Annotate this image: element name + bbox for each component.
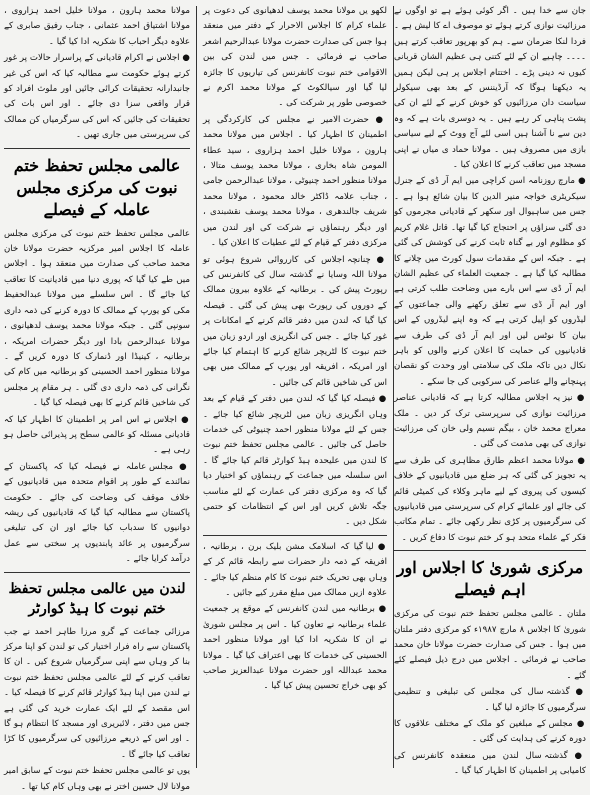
bullet-icon: ● (576, 719, 587, 730)
article-text: ● نیز یہ اجلاس مطالبہ کرتا ہے کہ قادیانی عناصر مرزائیت نوازی کی سرپرستی ترک کر دیں ۔ ملک معراج محمد خان ، بیگم نسیم ولی خان کی مرزائیت نوازی کی بھی مذمت کی گئی ۔ (394, 393, 587, 450)
article-text: ● اجلاس نے اکرام قادیانی کے پراسرار حالات پر غور کرتے ہوئے حکومت سے مطالبہ کیا کہ اس کی غیر جانبدارانہ تحقیقات کرائی جائیں اور ملوث افراد کو قرار واقعی سزا دی جائے ۔ اور اس بات کی تحقیقات کی جائیں کہ اس کی سرگرمیاں کن ممالک کی سرپرستی میں جاری تھیں ۔ (4, 53, 190, 141)
section-headline: مرکزی شوریٰ کا اجلاس اور اہم فیصلے (396, 558, 584, 600)
article-text: ● لیا گیا کہ اسلامک مشن بلیک برن ، برطانیہ ، افریقہ کے ذمہ دار حضرات سے رابطہ قائم کر کے وہاں بھی تحریک ختم نبوت کا کام منظم کیا جائے ۔ علاوہ ازیں ممالک میں مبلغ مقرر کیے جائیں ۔ (203, 541, 388, 599)
article-text: ● حضرت الامیر نے مجلس کی کارکردگی پر اطمینان کا اظہار کیا ۔ اجلاس میں مولانا محمد ہارون ، مولانا خلیل احمد ہزاروی ، سید عطاء المومن شاہ بخاری ، مولانا محمد یوسف متالا ، مولانا منظور احمد چنیوٹی ، مولانا عبدالرحمن جامی ، جناب علامہ ڈاکٹر خالد محمود ، مولانا محمد شریف جالندھری ، مولانا محمد یوسف نقشبندی ، اور دیگر رہنماؤں نے شرکت کی اور لندن میں مرکزی دفتر کے قیام کے لئے عطیات کا اعلان کیا ۔ (203, 114, 387, 249)
column-left (4, 4, 190, 792)
bullet-icon: ● (578, 176, 587, 187)
section-headline: لندن میں عالمی مجلس تحفظ ختم نبوت کا ہیڈ کوارٹر (8, 580, 186, 617)
article-text: ● اجلاس نے اس امر پر اطمینان کا اظہار کیا کہ قادیانی مسئلہ کو عالمی سطح پر پذیرائی حاصل ہو رہی ہے ۔ (4, 414, 190, 456)
bullet-icon: ● (574, 750, 587, 761)
article-text: ملتان ۔ عالمی مجلس تحفظ ختم نبوت کی مرکزی شوریٰ کا اجلاس ۸ مارچ ۱۹۸۷ء کو مرکزی دفتر ملتان میں ہوا ۔ جس کی صدارت حضرت مولانا خان محمد صاحب نے فرمائی ۔ اجلاس میں درج ذیل فیصلے کئے گئے ۔ (394, 609, 586, 681)
divider (4, 572, 190, 573)
article-text: یوں تو عالمی مجلس تحفظ ختم نبوت کے سابق امیر مولانا لال حسین اختر نے بھی وہاں کام کیا تھا ۔ (4, 766, 190, 792)
divider (4, 148, 190, 149)
list-item: ● مجلس کے مبلغین کو ملک کے مختلف علاقوں کا دورہ کرنے کی ہدایت کی گئی ۔ (394, 719, 587, 745)
bullet-icon: ● (577, 455, 586, 466)
article-text: عالمی مجلس تحفظ ختم نبوت کی مرکزی مجلس عاملہ کا اجلاس امیر مرکزیہ حضرت مولانا خان محمد صاحب کی صدارت میں منعقد ہوا ۔ اجلاس میں طے کیا گیا کہ پوری دنیا میں قادیانیت کا تعاقب کیا جائے گا ۔ اس سلسلے میں مولانا عبدالحفیظ مکی کو یورپ کے ممالک کا دورہ کرنے کی ذمہ داری سونپی گئی ۔ جبکہ مولانا محمد یوسف لدھیانوی ، مولانا عبدالرحمن بادا اور دیگر حضرات امریکہ ، برطانیہ ، کینیڈا اور ڈنمارک کا دورہ کریں گے ۔ مولانا منظور احمد الحسینی کو برطانیہ میں کام کی نگرانی کی ذمہ داری دی گئی ۔ ہر مقام پر مجلس کی شاخیں قائم کرنے کا بھی فیصلہ کیا گیا ۔ (4, 228, 190, 409)
divider (394, 550, 586, 551)
bullet-icon: ● (375, 114, 387, 125)
article-text: لکھو یں مولانا محمد یوسف لدھیانوی کی دعوت پر علماء کرام کا اجلاس الاحرار کے دفتر میں منعقد ہوا جس کی صدارت حضرت مولانا عبدالرحیم اشعر صاحب نے فرمائی ۔ جس میں لندن کی بین الاقوامی ختم نبوت کانفرنس کی تیاریوں کا جائزہ لیا گیا اور سیالکوٹ کے مولانا محمد اکرم نے خصوصی طور پر شرکت کی ۔ (203, 6, 387, 109)
list-item: ● گذشتہ سال کی مجلس کی تبلیغی و تنظیمی سرگرمیوں کا جائزہ لیا گیا ۔ (394, 687, 587, 713)
bullet-icon: ● (376, 254, 387, 265)
article-text: جان سے خدا ہیں ۔ اگر کوئی ہوئے ہے تو اوگوں نے مرزائیت نوازی کرتے ہوئے تو موصوف اے کا لیش ہے ۔ فردا لنکا ضرمان سے۔ ہم کو بھرپور تعاقب کرتے ہیں ۔۔۔۔ چاہیے ان کے لئے کتنی ہی عظیم الشان قربانی کیوں نہ دینی پڑے ۔ اختتام اجلاس پر ہی لیکن ہمیں یہ دیکھنا ہوگا کہ آرڈیننس کے بعد بھی سیکولر سیاست دان مرزائیوں کو خوش کرنے کے لئے ان کی پشت پناہی کر رہے ہیں ۔ یہ دوسری بات ہے کہ وہ دین سے نا آشنا ہیں اسی لئے آج ووٹ کے لیے سیاسی بازی میں مصروف ہیں ۔ مولانا حماد ی میاں نے اپنی مسجد میں تعاقب کرنے کا اعلان کیا ۔ (394, 6, 586, 171)
bullet-icon: ● (182, 53, 190, 64)
column-rule (393, 6, 394, 768)
list-item: ● گذشتہ سال لندن میں منعقدہ کانفرنس کی کامیابی پر اطمینان کا اظہار کیا گیا ۔ (394, 750, 587, 777)
article-text: ● فیصلہ کیا گیا کہ لندن میں دفتر کے قیام کے بعد وہاں انگریزی زبان میں لٹریچر شائع کیا جائے ۔ جس کے لئے مولانا منظور احمد چنیوٹی کی خدمات حاصل کی جائیں ۔ عالمی مجلس تحفظ ختم نبوت کا لندن میں علیحدہ ہیڈ کوارٹر قائم کیا جائے گا ۔ اس سلسلہ میں جماعت کے رہنماؤں کو اختیار دیا گیا کہ وہ مرکزی دفتر کی عمارت کے لئے مناسب جگہ تلاش کریں اور اس کے انتظامات کو حتمی شکل دیں ۔ (203, 394, 387, 528)
section-headline: عالمی مجلس تحفظ ختم نبوت کی مرکزی مجلس عاملہ کے فیصلے (13, 155, 181, 219)
bullet-icon: ● (179, 461, 190, 472)
article-text: ● مارچ روزنامہ اسن کراچی میں ایم آر ڈی کے جنرل سیکریٹری خواجہ منیر الدین کا بیان شائع ہوا ہے ۔ جس میں ساہیوال اور سکھر کے قادیانی مجرموں کو دی گئی سزاؤں پر احتجاج کیا گیا تھا۔ قاتل غلام کریم کو مظلوم اور بے گناہ ثابت کرنے کی کوشش کی گئی ہے ۔ جبکہ اس کے مقدمات سول کورٹ میں چلانے کا مطالبہ کیا گیا ہے ۔ جمعیت العلماء کی عظیم الشان ایم آر ڈی سے اس بارے میں وضاحت طلب کرتی ہے اور ایم آر ڈی سے تعلق رکھنے والی جماعتوں کے لیڈروں کو اپیل کرتی ہے کہ وہ اپنے لیڈروں کے اس بیان کا نوٹس لیں اور ایم آر ڈی کی طرف سے قادیانیوں کی حمایت کا اعلان کرنے والوں کو باہر نکال دیں تاکہ ملک کی سلامتی اور وحدت کو نقصان پہنچانے والے عناصر کی سرکوبی کی جا سکے ۔ (394, 176, 587, 387)
column-right (394, 4, 587, 777)
article-text: ● مولانا محمد اعظم طارق مظاہری کی طرف سے یہ تجویز کی گئی کہ ہر ضلع میں قادیانیوں کے خلاف کیسوں کی پیروی کے لیے ماہر وکلاء کی کمیٹی قائم کی جائے اور علمائے کرام کی سرپرستی میں قادیانیوں کی سرگرمیوں پر کڑی نظر رکھی جائے ۔ تمام مکاتب فکر کے علماء متحد ہو کر ختم نبوت کا دفاع کریں ۔ (394, 455, 586, 543)
bullet-icon: ● (575, 687, 587, 698)
article-text: ● چنانچہ اجلاس کی کارروائی شروع ہوئی تو مولانا اللہ وسایا نے گذشتہ سال کی کانفرنس کی رپورٹ پیش کی ۔ برطانیہ کے علاوہ بیرون ممالک کے دوروں کی رپورٹ بھی پیش کی گئی ۔ فیصلہ کیا گیا کہ لندن میں دفتر قائم کرنے کے امکانات پر غور کیا جائے ۔ جس کی انگریزی اور اردو زبان میں ختم نبوت کا لٹریچر شائع کرنے کا اہتمام کیا جائے اور امریکہ ، افریقہ اور یورپ کے ممالک میں بھی اس کی شاخیں قائم کی جائیں ۔ (203, 254, 387, 388)
article-text: مرزائی جماعت کے گرو مرزا طاہر احمد نے جب پاکستان سے راہ فرار اختیار کی تو لندن کو اپنا مرکز بنا کر وہاں سے اپنی سرگرمیاں شروع کیں ۔ ان کا تعاقب کرنے کے لئے عالمی مجلس تحفظ ختم نبوت نے لندن میں اپنا ہیڈ کوارٹر قائم کرنے کا فیصلہ کیا ۔ اس مقصد کے لئے ایک عمارت خرید کی گئی ہے جس میں دفتر ، لائبریری اور مسجد کا انتظام ہو گا ۔ اور اس کے ذریعے مرزائیوں کی سرگرمیوں کا کڑا تعاقب کیا جائے گا ۔ (4, 626, 190, 760)
column-rule (196, 6, 197, 768)
article-text: مولانا محمد ہارون ، مولانا خلیل احمد ہزاروی ، مولانا اشتیاق احمد عثمانی ، جناب رفیق صابری کے علاوہ دیگر احباب کا شکریہ ادا کیا گیا ۔ (4, 6, 190, 47)
bullet-icon: ● (181, 414, 190, 425)
divider (203, 535, 387, 536)
bullet-icon: ● (378, 604, 387, 615)
bullet-icon: ● (377, 541, 388, 552)
column-middle (203, 4, 387, 770)
bullet-icon: ● (378, 394, 387, 405)
article-text: ● مجلس عاملہ نے فیصلہ کیا کہ پاکستان کے نمائندے کے طور پر اقوام متحدہ میں قادیانیوں کے خلاف موقف کی وضاحت کی جائے ۔ حکومت پاکستان سے مطالبہ کیا گیا کہ قادیانیوں کی ریشہ دوانیوں کا سدباب کیا جائے اور ان کی تبلیغی سرگرمیوں پر عائد پابندیوں پر سختی سے عمل درآمد کرایا جائے ۔ (4, 461, 190, 565)
bullet-icon: ● (576, 393, 587, 404)
article-text: ● برطانیہ میں لندن کانفرنس کے موقع پر جمعیت علماء برطانیہ نے تعاون کیا ۔ اس پر مجلس شوریٰ نے ان کا شکریہ ادا کیا اور مولانا منظور احمد الحسینی کی خدمات کا بھی اعتراف کیا گیا ۔ مولانا محمد عبداللہ اور حضرت مولانا عبدالعزیز صاحب کو بھی خراج تحسین پیش کیا گیا ۔ (203, 604, 387, 692)
